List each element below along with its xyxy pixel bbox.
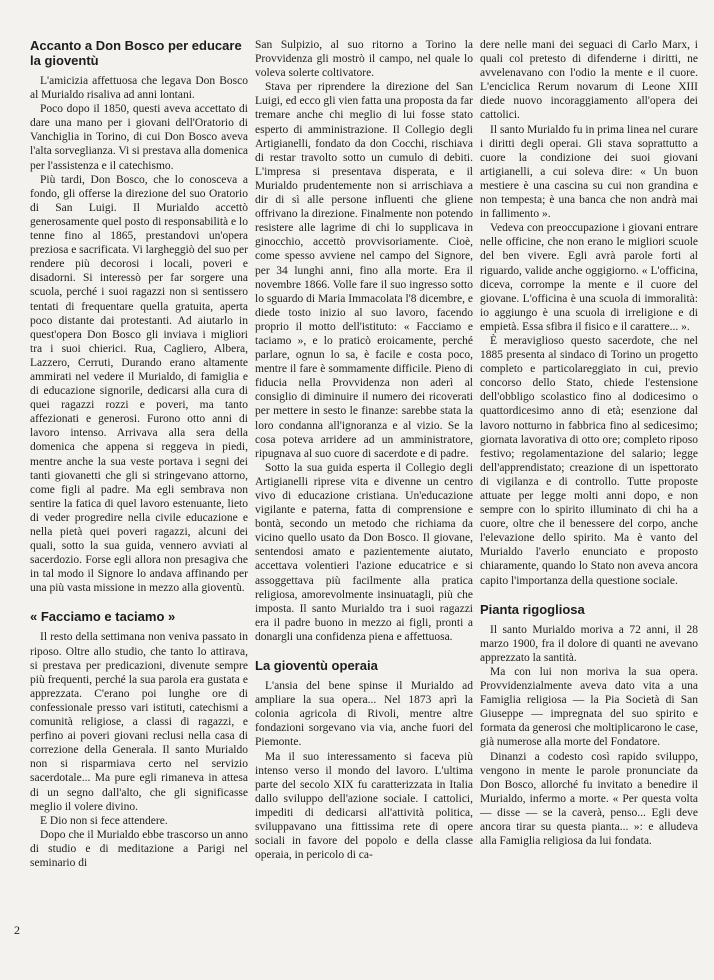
section-heading: Accanto a Don Bosco per educare la gioventù [30,38,242,68]
paragraph: San Sulpizio, al suo ritorno a Torino la Provvidenza gli mostrò il campo, nel quale lo voleva solerte coltivatore. [255,39,473,80]
paragraph: Stava per riprendere la direzione del San Luigi, ed ecco gli vien fatta una proposta da far tremare anche chi meglio di lui fosse stato esperto di amministrazione. Il Collegio degli Artigianelli, fondato da don Cocchi, rischiava di restar travolto sotto un cumulo di debiti. L'impresa si presentava disperata, e il Murialdo prudentemente non si arrischiava a dir di sì alle persone influenti che gliene offrivano la direzione. Finalmente non potendo resistere alle lagrime di chi lo supplicava in ginocchio, accettò provvisoriamente. Cioè, come spesso avviene nel campo del Signore, per 34 lunghi anni, fino alla morte. Era il novembre 1866. Volle fare il suo ingresso sotto lo sguardo di Maria Immacolata l'8 dicembre, e diede tosto inizio al suo lavoro, facendo proprio il motto dell'istituto: « Facciamo e taciamo », e lo praticò eroicamente, perché parlare, ognun lo sa, è facile e costa poco, mentre il fare è sommamente difficile. Pieno di fiducia nella Provvidenza non aderì al consiglio di diminuire il numero dei ricoverati per mettere in sesto le finanze: sarebbe stata la loro condanna all'ignoranza e al vizio. Se la cosa poteva arridere ad un amministratore, ripugnava al suo cuore di sacerdote e di padre. [255,81,473,460]
paragraph: L'ansia del bene spinse il Murialdo ad ampliare la sua opera... Nel 1873 aprì la colonia agricola di Rivoli, mentre altre fondazioni sorgevano via via, anche fuori del Piemonte. [255,680,473,749]
paragraph: Il santo Murialdo fu in prima linea nel curare i diritti degli operai. Gli stava soprattutto a cuore la condizione dei suoi giovani artigianelli, a cui soleva dire: « Un buon mestiere è una cascina su cui non grandina e non tempesta; è una banca che non andrà mai in fallimento ». [480,123,698,221]
paragraph: Il santo Murialdo moriva a 72 anni, il 28 marzo 1900, fra il dolore di quanti ne avevano apprezzato la santità. [480,623,698,664]
column-3 [480,38,698,848]
paragraph: Dinanzi a codesto così rapido sviluppo, vengono in mente le parole pronunciate da Don Bosco, allorché fu invitato a benedire il Murialdo, infermo a morte. « Per questa volta — disse — se la caverà, penso... Egli deve ancora tirar su questa pianta... »: e alludeva alla Famiglia religiosa da lui fondata. [480,750,698,848]
paragraph: Sotto la sua guida esperta il Collegio degli Artigianelli riprese vita e divenne un centro vivo di educazione cristiana. Un'educazione vigilante e paterna, fatta di comprensione e bontà, secondo un metodo che richiama da vicino quello usato da Don Bosco. Il giovane, sentendosi amato e pazientemente aiutato, accettava volentieri l'azione educatrice e si assoggettava più facilmente alla pratica religiosa, amorevolmente insinuatagli, più che imposta. Il santo Murialdo tra i suoi ragazzi era il padre buono in mezzo ai figli, pronti a donargli una confidenza piena e affettuosa. [255,461,473,643]
column-2 [255,38,473,862]
section-heading: Pianta rigogliosa [480,601,585,617]
paragraph: Ma con lui non moriva la sua opera. Provvidenzialmente aveva dato vita a una Famiglia religiosa — la Pia Società di San Giuseppe — impregnata del suo spirito e formata da generosi che moltiplicarono le case, già numerose alla morte del Fondatore. [480,665,698,749]
paragraph: E Dio non si fece attendere. [40,814,168,827]
paragraph: Più tardi, Don Bosco, che lo conosceva a fondo, gli offerse la direzione del suo Oratorio di San Luigi. Il Murialdo accettò generosamente quel posto di responsabilità e lo tenne fino al 1865, prestandovi un'opera preziosa e sacrificata. Vi largheggiò del suo per rendere più decorosi i locali, poveri e disadorni. Si interessò per far sorgere una scuola, perché i suoi ragazzi non si sentissero tentati di frequentare quella gratuita, aperta poco distante dai protestanti. Ad aiutarlo in quest'opera Don Bosco gli inviava i migliori tra i suoi chierici. Rua, Cagliero, Albera, Lazzero, Cerruti, Durando erano altamente ammirati nel vedere il Murialdo, di famiglia e di educazione signorile, dedicarsi alla cura di quei ragazzi rozzi e poveri, ma tanto affezionati e generosi. Furono otto anni di lavoro intenso. Arrivava alla sera della domenica che appena si reggeva in piedi, mentre anche la sua veste portava i segni dei tanti giovanetti che gli si stringevano attorno, come figli al padre. Ma egli sembrava non sentire la fatica di quel lavoro estenuante, lieto di veder progredire nella civile educazione e nella pietà quei poveri ragazzi, alcuni dei quali, sotto la sua guida, vennero avviati al sacerdozio. Forse egli allora non presagiva che in tal modo il Signore lo andava affinando per una più vasta missione in mezzo alla gioventù. [30,173,248,595]
paragraph: dere nelle mani dei seguaci di Carlo Marx, i quali col pretesto di difenderne i diritti, ne avvelenavano con l'odio la mente e il cuore. L'enciclica Rerum novarum di Leone XIII diede nuovo incoraggiamento all'opera dei cattolici. [480,39,698,122]
paragraph: Poco dopo il 1850, questi aveva accettato di dare una mano per i giovani dell'Oratorio di Vanchiglia in Torino, di cui Don Bosco aveva l'alta sorveglianza. Vi si prestava alla domenica per l'assistenza e il catechismo. [30,103,248,172]
page-number: 2 [14,923,20,937]
paragraph: Vedeva con preoccupazione i giovani entrare nelle officine, che non erano le migliori scuole del ben vivere. Egli avrà parole forti al riguardo, valide anche oggigiorno. « L'officina, diceva, corrompe la mente e il cuore del giovane. L'officina è una scuola di immoralità: io aggiungo è una scuola di irreligione e di empietà. Essa sfibra il fisico e il carattere... ». [480,222,698,333]
paragraph: Dopo che il Murialdo ebbe trascorso un anno di studio e di meditazione a Parigi nel seminario di [30,828,248,869]
paragraph: Il resto della settimana non veniva passato in riposo. Oltre allo studio, che tanto lo attirava, si prestava per predicazioni, divenute sempre più frequenti, perché la sua parola era gustata e apprezzata. C'erano poi lunghe ore di confessionale presso vari istituti, catechismi a comunità religiose, a classi di ragazzi, e perfino ai poveri giovani reclusi nella casa di correzione della Generala. Il santo Murialdo non si risparmiava certo nel servizio sacerdotale... Ma pure egli rimaneva in attesa di un segno dall'alto, che gli significasse meglio il volere divino. [30,631,248,813]
paragraph: È meraviglioso questo sacerdote, che nel 1885 presenta al sindaco di Torino un progetto completo e particolareggiato in cui, previo concorso dello Stato, chiede l'estensione dell'obbligo scolastico fino al dodicesimo o quattordicesimo anno di età; esenzione dal lavoro notturno in fabbrica fino al sedicesimo; giornata lavorativa di otto ore; completo riposo festivo; regolamentazione del salario; legge dell'apprendistato; creazione di un ispettorato di vigilanza e di controllo. Tutte proposte attuate per legge molti anni dopo, e non sempre con lo spirito illuminato di chi ha a cuore, oltre che il benessere del corpo, anche l'elevazione dello spirito. Ma è vanto del Murialdo l'averlo enunciato e proposto chiaramente, quando lo Stato non aveva ancora capito l'importanza della questione sociale. [480,334,698,587]
section-heading: La gioventù operaia [255,658,378,674]
section-heading: « Facciamo e taciamo » [30,609,176,625]
paragraph: L'amicizia affettuosa che legava Don Bosco al Murialdo risaliva ad anni lontani. [30,75,248,102]
column-1 [30,38,248,870]
paragraph: Ma il suo interessamento si faceva più intenso verso il mondo del lavoro. L'ultima parte del secolo XIX fu caratterizzata in Italia dallo sviluppo dell'azione sociale. I cattolici, impediti di dedicarsi all'attività politica, sviluppavano una fittissima rete di opere sociali in favore del popolo e della classe operaia, in pericolo di ca- [255,750,473,862]
